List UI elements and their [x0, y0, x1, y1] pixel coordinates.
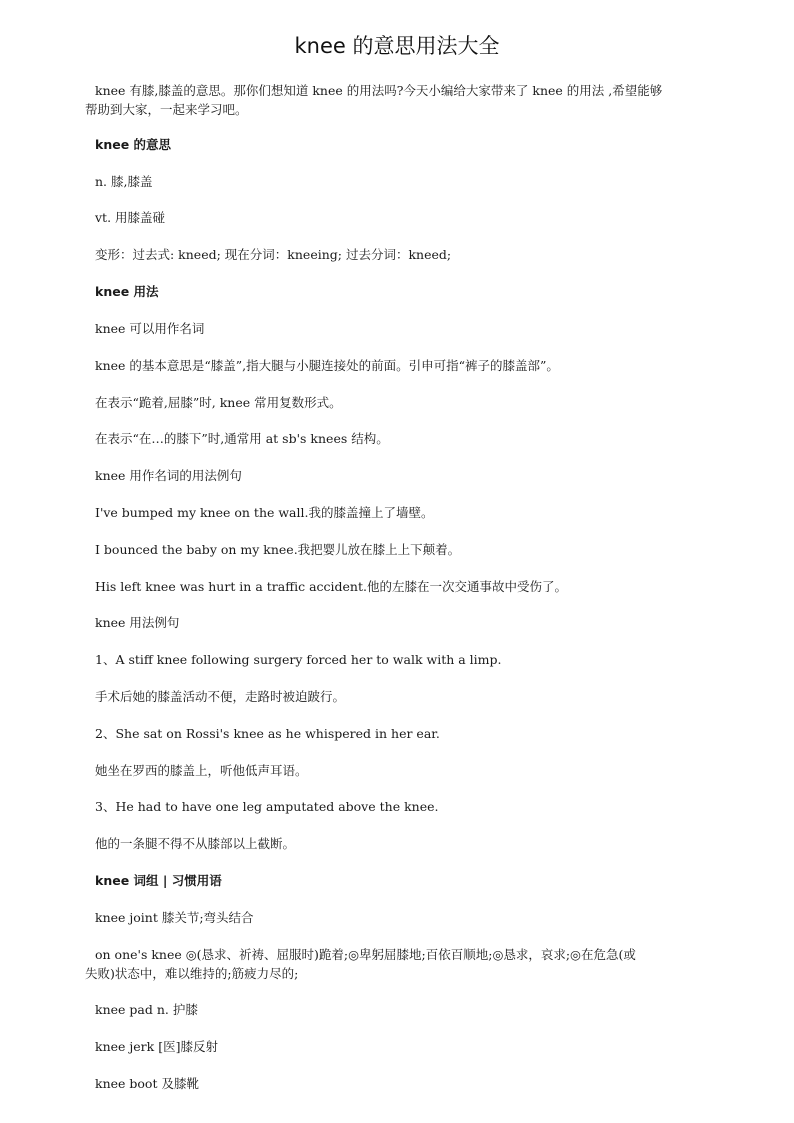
section-heading-usage: knee 用法	[95, 284, 159, 299]
sentence-2-chinese: 她坐在罗西的膝盖上，听他低声耳语。	[95, 763, 308, 778]
noun-example-3: His left knee was hurt in a traffic accident.他的左膝在一次交通事故中受伤了。	[95, 579, 567, 594]
sentence-1-english: 1、A stiff knee following surgery forced her to walk with a limp.	[95, 652, 502, 667]
usage-at-knees: 在表示“在…的膝下”时,通常用 at sb's knees 结构。	[95, 431, 389, 446]
section-heading-phrases: knee 词组 | 习惯用语	[95, 873, 222, 888]
usage-noun: knee 可以用作名词	[95, 321, 205, 336]
sentence-1-chinese: 手术后她的膝盖活动不便，走路时被迫跛行。	[95, 689, 346, 704]
phrase-on-ones-knee-line-1: on one's knee ◎(恳求、祈祷、屈服时)跪着;◎卑躬屈膝地;百依百顺地;◎恳求，哀求;◎在危急(或	[95, 947, 636, 962]
usage-basic-meaning: knee 的基本意思是“膝盖”,指大腿与小腿连接处的前面。引申可指“裤子的膝盖部”。	[95, 358, 559, 373]
noun-example-2: I bounced the baby on my knee.我把婴儿放在膝上上下颠着。	[95, 542, 461, 557]
intro-line-1: knee 有膝,膝盖的意思。那你们想知道 knee 的用法吗?今天小编给大家带来了 knee 的用法 ,希望能够	[95, 83, 663, 98]
phrase-on-ones-knee	[85, 945, 725, 983]
section-heading-meaning: knee 的意思	[95, 137, 172, 152]
noun-examples-heading: knee 用作名词的用法例句	[95, 468, 242, 483]
phrase-knee-pad: knee pad n. 护膝	[95, 1002, 198, 1017]
meaning-verb: vt. 用膝盖碰	[95, 210, 166, 225]
sentence-2-english: 2、She sat on Rossi's knee as he whispered in her ear.	[95, 726, 440, 741]
intro-line-2: 帮助到大家，一起来学习吧。	[85, 102, 248, 117]
word-forms: 变形：过去式: kneed; 现在分词：kneeing; 过去分词：kneed;	[95, 247, 452, 262]
intro-paragraph	[85, 81, 725, 119]
usage-plural: 在表示“跪着,屈膝”时, knee 常用复数形式。	[95, 395, 342, 410]
noun-example-1: I've bumped my knee on the wall.我的膝盖撞上了墙壁。	[95, 505, 434, 520]
phrase-knee-joint: knee joint 膝关节;弯头结合	[95, 910, 254, 925]
meaning-noun: n. 膝,膝盖	[95, 174, 153, 189]
sentence-3-chinese: 他的一条腿不得不从膝部以上截断。	[95, 836, 296, 851]
sentence-3-english: 3、He had to have one leg amputated above the knee.	[95, 799, 439, 814]
page-title: knee 的意思用法大全	[294, 34, 500, 58]
examples-heading: knee 用法例句	[95, 615, 180, 630]
phrase-knee-boot: knee boot 及膝靴	[95, 1076, 199, 1091]
phrase-knee-jerk: knee jerk [医]膝反射	[95, 1039, 218, 1054]
phrase-on-ones-knee-line-2: 失败)状态中，难以维持的;筋疲力尽的;	[85, 966, 299, 981]
